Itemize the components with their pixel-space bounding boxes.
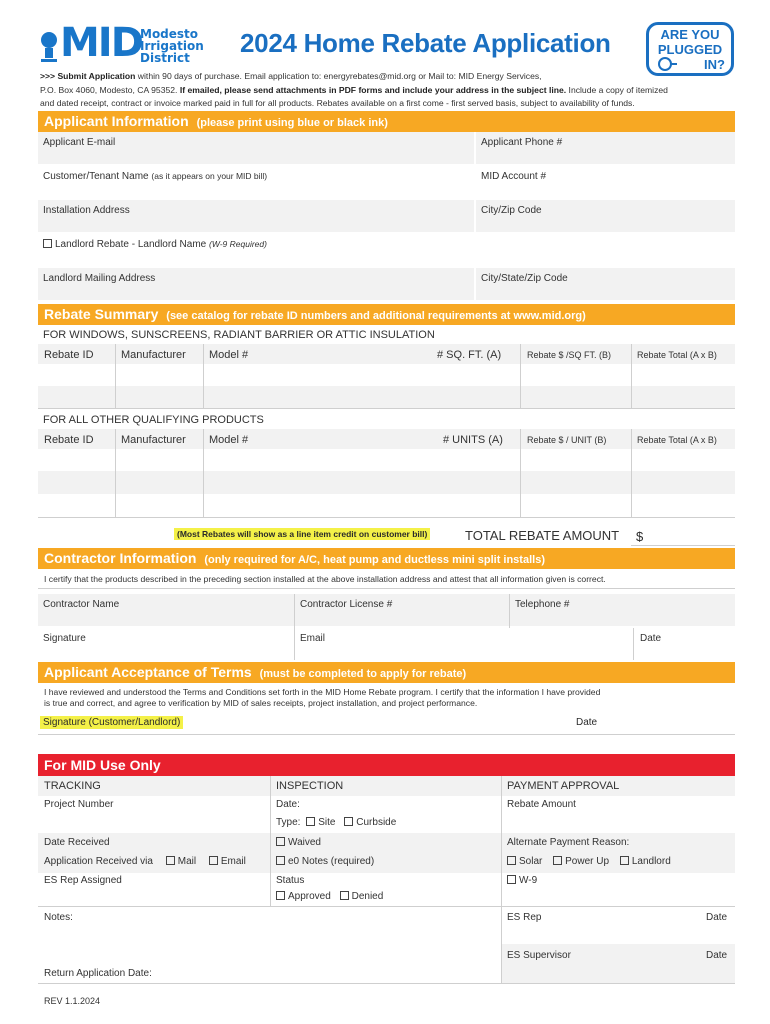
w9-checkbox[interactable]	[507, 875, 516, 884]
power-up-label: Power Up	[565, 856, 610, 867]
inspection-heading: INSPECTION	[276, 780, 344, 792]
waived-checkbox[interactable]	[276, 837, 285, 846]
payment-heading: PAYMENT APPROVAL	[507, 780, 620, 792]
city-zip-field[interactable]	[476, 200, 735, 232]
mid-account-field[interactable]	[476, 166, 735, 198]
plug-icon	[657, 57, 677, 71]
solar-label: Solar	[519, 856, 543, 867]
contractor-date-label: Date	[640, 633, 662, 644]
badge-line1: ARE YOU	[660, 27, 720, 42]
waived-option	[276, 837, 321, 848]
col-total-2: Rebate Total (A x B)	[637, 435, 717, 445]
app-received-via	[44, 856, 246, 867]
landlord-option-label: Landlord	[631, 856, 671, 867]
rebate-amount-label: Rebate Amount	[507, 799, 576, 810]
acceptance-header-sub: (must be completed to apply for rebate)	[259, 668, 467, 680]
mid-use-header	[38, 754, 735, 776]
applicant-phone-label: Applicant Phone #	[481, 137, 563, 148]
col-units: # UNITS (A)	[443, 434, 503, 446]
logo-line1: Modesto	[140, 27, 199, 41]
rebate-header	[38, 304, 735, 325]
applicant-header-title: Applicant Information	[44, 113, 189, 129]
app-via-label: Application Received via	[44, 856, 153, 867]
es-rep-label: ES Rep	[507, 912, 542, 923]
e0-notes-checkbox[interactable]	[276, 856, 285, 865]
rebate-section2-title: FOR ALL OTHER QUALIFYING PRODUCTS	[43, 414, 264, 426]
contractor-signature-label: Signature	[43, 633, 86, 644]
city-zip-label: City/Zip Code	[481, 205, 542, 216]
contractor-header-title: Contractor Information	[44, 550, 197, 566]
acceptance-text2: is true and correct, and agree to verification by MID of sales receipts, project installation, and project performance.	[44, 698, 478, 708]
col-rebate-sqft: Rebate $ /SQ FT. (B)	[527, 350, 612, 360]
rebate-credit-note-text: (Most Rebates will show as a line item credit on customer bill)	[174, 528, 430, 540]
site-label: Site	[318, 817, 336, 828]
customer-name-field[interactable]	[38, 166, 474, 198]
status-options	[276, 891, 383, 902]
site-checkbox[interactable]	[306, 817, 315, 826]
project-number-label: Project Number	[44, 799, 114, 810]
city-state-zip-label: City/State/Zip Code	[481, 273, 568, 284]
mid-logo	[38, 20, 204, 66]
landlord-checkbox[interactable]	[620, 856, 629, 865]
landlord-mailing-field[interactable]	[38, 268, 474, 300]
acceptance-header-title: Applicant Acceptance of Terms	[44, 664, 252, 680]
col-total: Rebate Total (A x B)	[637, 350, 717, 360]
email-checkbox[interactable]	[209, 856, 218, 865]
applicant-header	[38, 111, 735, 132]
contractor-signature-field[interactable]	[38, 628, 294, 660]
city-state-zip-field[interactable]	[476, 268, 735, 300]
col-sqft: # SQ. FT. (A)	[437, 349, 502, 361]
contractor-header-sub: (only required for A/C, heat pump and ductless mini split installs)	[204, 554, 545, 566]
alt-payment-label: Alternate Payment Reason:	[507, 837, 630, 848]
e0-notes-option	[276, 856, 374, 867]
approved-label: Approved	[288, 891, 331, 902]
landlord-extra-field[interactable]	[476, 234, 735, 266]
intro-text3: Include a copy of itemized	[566, 84, 668, 95]
acceptance-text1: I have reviewed and understood the Terms and Conditions set forth in the MID Home Rebate program. I certify that the information I have provided	[44, 687, 601, 697]
customer-signature-field[interactable]	[38, 713, 735, 735]
es-rep-assigned-label: ES Rep Assigned	[44, 875, 122, 886]
intro-text	[40, 70, 740, 111]
rebate-header-title: Rebate Summary	[44, 306, 159, 322]
total-rebate-field[interactable]	[631, 524, 735, 546]
waived-label: Waived	[288, 837, 321, 848]
mail-checkbox[interactable]	[166, 856, 175, 865]
inspection-type	[276, 817, 396, 828]
total-rebate-label: TOTAL REBATE AMOUNT	[465, 528, 620, 543]
landlord-note: (W-9 Required)	[209, 239, 267, 249]
intro-bold2: If emailed, please send attachments in PDF forms and include your address in the subject line.	[179, 84, 567, 95]
logo-line2: Irrigation	[140, 39, 204, 53]
approved-checkbox[interactable]	[276, 891, 285, 900]
installation-address-field[interactable]	[38, 200, 474, 232]
revision-label: REV 1.1.2024	[44, 996, 101, 1006]
contractor-date-field[interactable]	[635, 628, 735, 660]
w9-label: W-9	[519, 875, 538, 886]
date-received-label: Date Received	[44, 837, 110, 848]
es-supervisor-date-label: Date	[706, 950, 728, 961]
col-manufacturer: Manufacturer	[121, 349, 186, 361]
customer-name-note: (as it appears on your MID bill)	[151, 171, 268, 181]
col-rebate-unit: Rebate $ / UNIT (B)	[527, 435, 607, 445]
acceptance-header	[38, 662, 735, 683]
rebate-credit-note	[174, 529, 430, 539]
alt-payment-options	[507, 856, 671, 867]
mid-use-header-title: For MID Use Only	[44, 757, 161, 773]
e0-notes-label: e0 Notes (required)	[288, 856, 375, 867]
contractor-telephone-field[interactable]	[510, 594, 735, 626]
plugged-in-badge	[646, 22, 734, 76]
rebate-section1-title: FOR WINDOWS, SUNSCREENS, RADIANT BARRIER OR ATTIC INSULATION	[43, 329, 435, 341]
power-up-checkbox[interactable]	[553, 856, 562, 865]
intro-prefix: >>> Submit Application	[40, 71, 136, 81]
col-model: Model #	[209, 349, 249, 361]
col-manufacturer-2: Manufacturer	[121, 434, 186, 446]
page-title: 2024 Home Rebate Application	[240, 28, 611, 58]
inspection-date-label: Date:	[276, 799, 300, 810]
applicant-email-label: Applicant E-mail	[43, 137, 116, 148]
intro-text1: within 90 days of purchase. Email application to: energyrebates@mid.org or Mail to: MID Energy Services,	[135, 71, 542, 81]
applicant-phone-field[interactable]	[476, 132, 735, 164]
landlord-name-label: Landlord Rebate - Landlord Name	[55, 239, 207, 250]
notes-label: Notes:	[44, 912, 73, 923]
contractor-certify: I certify that the products described in the preceding section installed at the above installation address and attest that all information given is correct.	[44, 574, 606, 584]
installation-address-label: Installation Address	[43, 205, 130, 216]
curbside-checkbox[interactable]	[344, 817, 353, 826]
customer-name-label: Customer/Tenant Name	[43, 171, 149, 182]
type-label: Type:	[276, 817, 301, 828]
col-rebate-id: Rebate ID	[44, 349, 94, 361]
w9-option	[507, 875, 537, 886]
intro-text4: and dated receipt, contract or invoice marked paid in full for all products. Rebates available on a first come - first served basis, subject to availability of funds.	[40, 98, 635, 108]
badge-line2: PLUGGED	[657, 42, 723, 57]
customer-signature-date-label: Date	[576, 717, 598, 728]
curbside-label: Curbside	[356, 817, 397, 828]
contractor-license-label: Contractor License #	[300, 599, 393, 610]
col-model-2: Model #	[209, 434, 249, 446]
logo-line3: District	[140, 51, 190, 65]
denied-checkbox[interactable]	[340, 891, 349, 900]
tracking-heading: TRACKING	[44, 780, 101, 792]
denied-label: Denied	[351, 891, 384, 902]
customer-signature-label: Signature (Customer/Landlord)	[40, 716, 183, 729]
contractor-telephone-label: Telephone #	[515, 599, 570, 610]
contractor-email-field[interactable]	[295, 628, 633, 660]
landlord-name-field[interactable]	[38, 234, 474, 266]
col-rebate-id-2: Rebate ID	[44, 434, 94, 446]
mid-use-col-headers	[38, 776, 735, 796]
return-date-label: Return Application Date:	[44, 968, 152, 979]
status-label: Status	[276, 875, 305, 886]
mid-account-label: MID Account #	[481, 171, 547, 182]
email-label: Email	[220, 856, 246, 867]
applicant-email-field[interactable]	[38, 132, 474, 164]
total-dollar-sign: $	[636, 529, 644, 544]
contractor-license-field[interactable]	[295, 594, 509, 626]
intro-text2: P.O. Box 4060, Modesto, CA 95352.	[40, 84, 180, 95]
contractor-email-label: Email	[300, 633, 326, 644]
mid-logo-mark: MID	[60, 20, 142, 66]
solar-checkbox[interactable]	[507, 856, 516, 865]
contractor-header	[38, 548, 735, 569]
badge-line3: IN?	[704, 57, 725, 72]
es-rep-date-label: Date	[706, 912, 728, 923]
contractor-name-label: Contractor Name	[43, 599, 120, 610]
rebate-header-sub: (see catalog for rebate ID numbers and additional requirements at www.mid.org)	[166, 310, 586, 322]
mail-label: Mail	[177, 856, 197, 867]
applicant-header-sub: (please print using blue or black ink)	[196, 117, 388, 129]
landlord-rebate-checkbox[interactable]	[43, 239, 52, 248]
landlord-mailing-label: Landlord Mailing Address	[43, 273, 156, 284]
contractor-name-field[interactable]	[38, 594, 294, 626]
es-supervisor-label: ES Supervisor	[507, 950, 571, 961]
